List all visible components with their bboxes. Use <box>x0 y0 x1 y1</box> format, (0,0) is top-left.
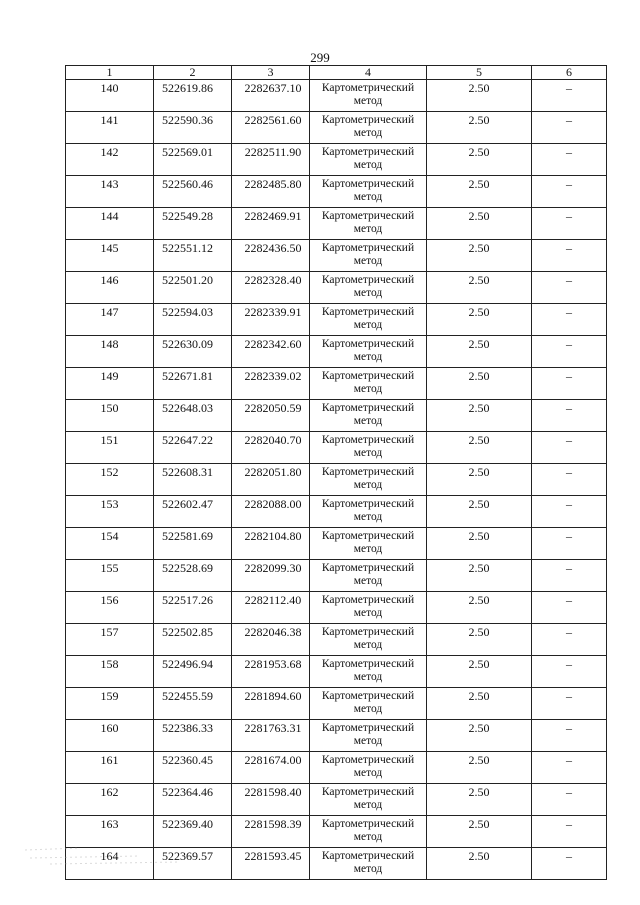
note-cell: – <box>532 368 607 400</box>
x-coordinate-cell: 522619.86 <box>154 80 232 112</box>
y-coordinate-cell: 2282485.80 <box>232 176 310 208</box>
table-row <box>66 176 607 208</box>
y-coordinate-cell: 2282046.38 <box>232 624 310 656</box>
point-number-cell: 143 <box>66 176 154 208</box>
accuracy-cell: 2.50 <box>427 656 532 688</box>
note-cell: – <box>532 208 607 240</box>
table-row <box>66 240 607 272</box>
accuracy-cell: 2.50 <box>427 720 532 752</box>
x-coordinate-cell: 522560.46 <box>154 176 232 208</box>
x-coordinate-cell: 522496.94 <box>154 656 232 688</box>
y-coordinate-cell: 2282342.60 <box>232 336 310 368</box>
table-row <box>66 336 607 368</box>
y-coordinate-cell: 2281674.00 <box>232 752 310 784</box>
table-row <box>66 752 607 784</box>
x-coordinate-cell: 522528.69 <box>154 560 232 592</box>
method-cell: Картометрический метод <box>310 656 427 688</box>
x-coordinate-cell: 522608.31 <box>154 464 232 496</box>
accuracy-cell: 2.50 <box>427 112 532 144</box>
table-header-row <box>66 66 607 80</box>
point-number-cell: 156 <box>66 592 154 624</box>
method-cell: Картометрический метод <box>310 272 427 304</box>
method-cell: Картометрический метод <box>310 784 427 816</box>
note-cell: – <box>532 848 607 880</box>
x-coordinate-cell: 522369.57 <box>154 848 232 880</box>
accuracy-cell: 2.50 <box>427 368 532 400</box>
method-cell: Картометрический метод <box>310 304 427 336</box>
faint-stamp-mark <box>20 840 190 870</box>
table-row <box>66 368 607 400</box>
table-row <box>66 208 607 240</box>
accuracy-cell: 2.50 <box>427 80 532 112</box>
accuracy-cell: 2.50 <box>427 304 532 336</box>
point-number-cell: 149 <box>66 368 154 400</box>
point-number-cell: 155 <box>66 560 154 592</box>
accuracy-cell: 2.50 <box>427 432 532 464</box>
page-number: 299 <box>310 50 330 65</box>
table-row <box>66 112 607 144</box>
note-cell: – <box>532 432 607 464</box>
method-cell: Картометрический метод <box>310 720 427 752</box>
y-coordinate-cell: 2282511.90 <box>232 144 310 176</box>
accuracy-cell: 2.50 <box>427 688 532 720</box>
x-coordinate-cell: 522501.20 <box>154 272 232 304</box>
y-coordinate-cell: 2282469.91 <box>232 208 310 240</box>
x-coordinate-cell: 522671.81 <box>154 368 232 400</box>
note-cell: – <box>532 496 607 528</box>
method-cell: Картометрический метод <box>310 592 427 624</box>
note-cell: – <box>532 528 607 560</box>
accuracy-cell: 2.50 <box>427 336 532 368</box>
point-number-cell: 157 <box>66 624 154 656</box>
accuracy-cell: 2.50 <box>427 496 532 528</box>
accuracy-cell: 2.50 <box>427 400 532 432</box>
x-coordinate-cell: 522551.12 <box>154 240 232 272</box>
accuracy-cell: 2.50 <box>427 272 532 304</box>
note-cell: – <box>532 784 607 816</box>
x-coordinate-cell: 522630.09 <box>154 336 232 368</box>
accuracy-cell: 2.50 <box>427 208 532 240</box>
point-number-cell: 146 <box>66 272 154 304</box>
note-cell: – <box>532 592 607 624</box>
point-number-cell: 162 <box>66 784 154 816</box>
y-coordinate-cell: 2281598.40 <box>232 784 310 816</box>
method-cell: Картометрический метод <box>310 528 427 560</box>
method-cell: Картометрический метод <box>310 208 427 240</box>
note-cell: – <box>532 816 607 848</box>
y-coordinate-cell: 2282104.80 <box>232 528 310 560</box>
method-cell: Картометрический метод <box>310 112 427 144</box>
y-coordinate-cell: 2281593.45 <box>232 848 310 880</box>
column-header-4: 4 <box>310 66 427 80</box>
point-number-cell: 140 <box>66 80 154 112</box>
column-header-2: 2 <box>154 66 232 80</box>
point-number-cell: 159 <box>66 688 154 720</box>
y-coordinate-cell: 2282040.70 <box>232 432 310 464</box>
column-header-1: 1 <box>66 66 154 80</box>
x-coordinate-cell: 522360.45 <box>154 752 232 784</box>
y-coordinate-cell: 2282339.02 <box>232 368 310 400</box>
table-row <box>66 528 607 560</box>
table-row <box>66 688 607 720</box>
x-coordinate-cell: 522581.69 <box>154 528 232 560</box>
note-cell: – <box>532 624 607 656</box>
point-number-cell: 164 <box>66 848 154 880</box>
point-number-cell: 158 <box>66 656 154 688</box>
method-cell: Картометрический метод <box>310 80 427 112</box>
table-row <box>66 592 607 624</box>
note-cell: – <box>532 304 607 336</box>
y-coordinate-cell: 2281598.39 <box>232 816 310 848</box>
note-cell: – <box>532 80 607 112</box>
method-cell: Картометрический метод <box>310 368 427 400</box>
accuracy-cell: 2.50 <box>427 560 532 592</box>
y-coordinate-cell: 2282561.60 <box>232 112 310 144</box>
x-coordinate-cell: 522364.46 <box>154 784 232 816</box>
x-coordinate-cell: 522455.59 <box>154 688 232 720</box>
table-row <box>66 496 607 528</box>
note-cell: – <box>532 560 607 592</box>
y-coordinate-cell: 2282099.30 <box>232 560 310 592</box>
table-row <box>66 80 607 112</box>
note-cell: – <box>532 144 607 176</box>
y-coordinate-cell: 2282328.40 <box>232 272 310 304</box>
method-cell: Картометрический метод <box>310 560 427 592</box>
table-row <box>66 464 607 496</box>
method-cell: Картометрический метод <box>310 336 427 368</box>
y-coordinate-cell: 2282436.50 <box>232 240 310 272</box>
note-cell: – <box>532 720 607 752</box>
accuracy-cell: 2.50 <box>427 816 532 848</box>
method-cell: Картометрический метод <box>310 688 427 720</box>
method-cell: Картометрический метод <box>310 464 427 496</box>
method-cell: Картометрический метод <box>310 240 427 272</box>
x-coordinate-cell: 522647.22 <box>154 432 232 464</box>
y-coordinate-cell: 2281894.60 <box>232 688 310 720</box>
method-cell: Картометрический метод <box>310 432 427 464</box>
point-number-cell: 160 <box>66 720 154 752</box>
point-number-cell: 150 <box>66 400 154 432</box>
point-number-cell: 144 <box>66 208 154 240</box>
x-coordinate-cell: 522502.85 <box>154 624 232 656</box>
accuracy-cell: 2.50 <box>427 528 532 560</box>
point-number-cell: 148 <box>66 336 154 368</box>
table-row <box>66 656 607 688</box>
table-row <box>66 304 607 336</box>
point-number-cell: 163 <box>66 816 154 848</box>
method-cell: Картометрический метод <box>310 816 427 848</box>
accuracy-cell: 2.50 <box>427 176 532 208</box>
accuracy-cell: 2.50 <box>427 592 532 624</box>
method-cell: Картометрический метод <box>310 176 427 208</box>
x-coordinate-cell: 522549.28 <box>154 208 232 240</box>
x-coordinate-cell: 522648.03 <box>154 400 232 432</box>
method-cell: Картометрический метод <box>310 752 427 784</box>
y-coordinate-cell: 2282637.10 <box>232 80 310 112</box>
y-coordinate-cell: 2282339.91 <box>232 304 310 336</box>
table-row <box>66 720 607 752</box>
y-coordinate-cell: 2281763.31 <box>232 720 310 752</box>
note-cell: – <box>532 656 607 688</box>
accuracy-cell: 2.50 <box>427 848 532 880</box>
y-coordinate-cell: 2282112.40 <box>232 592 310 624</box>
table-row <box>66 144 607 176</box>
column-header-3: 3 <box>232 66 310 80</box>
y-coordinate-cell: 2282050.59 <box>232 400 310 432</box>
accuracy-cell: 2.50 <box>427 240 532 272</box>
method-cell: Картометрический метод <box>310 144 427 176</box>
x-coordinate-cell: 522602.47 <box>154 496 232 528</box>
table-row <box>66 784 607 816</box>
point-number-cell: 147 <box>66 304 154 336</box>
point-number-cell: 151 <box>66 432 154 464</box>
coordinates-table <box>65 65 607 880</box>
x-coordinate-cell: 522386.33 <box>154 720 232 752</box>
x-coordinate-cell: 522517.26 <box>154 592 232 624</box>
note-cell: – <box>532 176 607 208</box>
point-number-cell: 142 <box>66 144 154 176</box>
note-cell: – <box>532 464 607 496</box>
point-number-cell: 145 <box>66 240 154 272</box>
point-number-cell: 141 <box>66 112 154 144</box>
table-row <box>66 624 607 656</box>
note-cell: – <box>532 752 607 784</box>
note-cell: – <box>532 336 607 368</box>
note-cell: – <box>532 400 607 432</box>
table-row <box>66 432 607 464</box>
column-header-5: 5 <box>427 66 532 80</box>
note-cell: – <box>532 112 607 144</box>
method-cell: Картометрический метод <box>310 496 427 528</box>
method-cell: Картометрический метод <box>310 624 427 656</box>
method-cell: Картометрический метод <box>310 848 427 880</box>
x-coordinate-cell: 522590.36 <box>154 112 232 144</box>
accuracy-cell: 2.50 <box>427 464 532 496</box>
x-coordinate-cell: 522569.01 <box>154 144 232 176</box>
y-coordinate-cell: 2281953.68 <box>232 656 310 688</box>
point-number-cell: 154 <box>66 528 154 560</box>
note-cell: – <box>532 688 607 720</box>
accuracy-cell: 2.50 <box>427 144 532 176</box>
accuracy-cell: 2.50 <box>427 784 532 816</box>
method-cell: Картометрический метод <box>310 400 427 432</box>
table-row <box>66 560 607 592</box>
point-number-cell: 153 <box>66 496 154 528</box>
table-row <box>66 400 607 432</box>
y-coordinate-cell: 2282088.00 <box>232 496 310 528</box>
accuracy-cell: 2.50 <box>427 752 532 784</box>
point-number-cell: 161 <box>66 752 154 784</box>
column-header-6: 6 <box>532 66 607 80</box>
accuracy-cell: 2.50 <box>427 624 532 656</box>
note-cell: – <box>532 240 607 272</box>
x-coordinate-cell: 522594.03 <box>154 304 232 336</box>
y-coordinate-cell: 2282051.80 <box>232 464 310 496</box>
x-coordinate-cell: 522369.40 <box>154 816 232 848</box>
point-number-cell: 152 <box>66 464 154 496</box>
note-cell: – <box>532 272 607 304</box>
table-row <box>66 272 607 304</box>
